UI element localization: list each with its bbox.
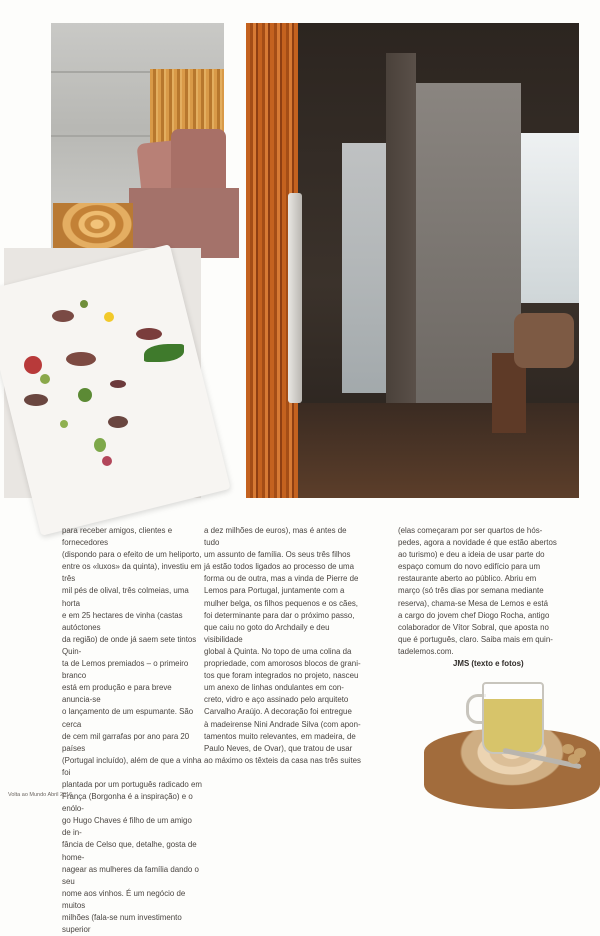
food-item	[40, 374, 50, 384]
interior-photo	[246, 23, 579, 498]
armchair	[514, 313, 574, 368]
page-footer: Volta ao Mundo Abril 2016	[8, 792, 73, 798]
food-item	[52, 310, 74, 322]
text-column-3: (elas começaram por ser quartos de hós- pedes, agora a novidade é que estão abertos ao turismo) e deu a ideia de usar parte do espaço comum do novo edifício para um restaurante aberto ao público. Abriu em março (só três dias por semana mediante reserva), chama-se Mesa de Lemos e está a cargo do jovem chef Diogo Rocha, antigo colaborador de Vítor Sobral, que aposta no que é português, claro. Saiba mais em quin- tadelemos.com.	[398, 526, 557, 656]
cookie	[568, 754, 580, 764]
glass-partition	[342, 143, 390, 393]
text-column-1: para receber amigos, clientes e fornecedores (dispondo para o efeito de um heliporto, entre os «luxos» da quinta), investiu em três mil pés de olival, três colmeias, uma horta e em 25 hectares de vinha (castas autóctones da região) de onde já saem sete tintos Quin- ta de Lemos premiados – o primeiro branco está em produção e para breve anuncia-se o lançamento de um espumante. São cerca de cem mil garrafas por ano para 20 países (Portugal incluído), além de que a vinha foi plantada por um português radicado em França (Borgonha é a inspiração) e o enólo- go Hugo Chaves é filho de um amigo de in- fância de Celso que, detalhe, gosta de home- nagear as mulheres da família dando o seu nome aos vinhos. É um negócio de muitos milhões (fala-se num investimento superior	[62, 526, 202, 935]
door-handle	[288, 193, 302, 403]
food-photo	[4, 248, 201, 498]
food-item	[108, 416, 128, 428]
plate	[0, 244, 231, 536]
author-credit: JMS (texto e fotos)	[453, 659, 524, 668]
food-item	[94, 438, 106, 452]
food-item	[24, 356, 42, 374]
food-item	[102, 456, 112, 466]
food-item	[136, 328, 162, 340]
food-item	[78, 388, 92, 402]
food-item	[110, 380, 126, 388]
food-item	[24, 394, 48, 406]
food-item	[80, 300, 88, 308]
bedroom-photo	[51, 23, 224, 256]
food-item	[66, 352, 96, 366]
food-item	[104, 312, 114, 322]
text-column-2: a dez milhões de euros), mas é antes de tudo um assunto de família. Os seus três filhos já estão todos ligados ao processo de uma forma ou de outra, mas a vinda de Pierre de Lemos para Portugal, juntamente com a mulher belga, os filhos pequenos e os cães, foi determinante para dar o próximo passo, que caiu no goto do Archdaily e deu visibilidade global à Quinta. No topo de uma colina da propriedade, com amorosos blocos de grani- tos que foram integrados no projeto, nasceu um anexo de linhas ondulantes em con- creto, vidro e aço assinado pelo arquiteto Carvalho Araújo. A decoração foi entregue à madeirense Nini Andrade Silva (com apon- tamentos muito relevantes, em madeira, de Paulo Neves, de Ovar), que tratou de usar ao máximo os têxteis da casa nas três suites	[204, 526, 362, 765]
window	[521, 133, 579, 303]
tea-photo	[420, 676, 600, 809]
tea-glass	[482, 682, 544, 754]
cookie	[562, 744, 574, 754]
food-item	[60, 420, 68, 428]
floor	[298, 403, 579, 498]
